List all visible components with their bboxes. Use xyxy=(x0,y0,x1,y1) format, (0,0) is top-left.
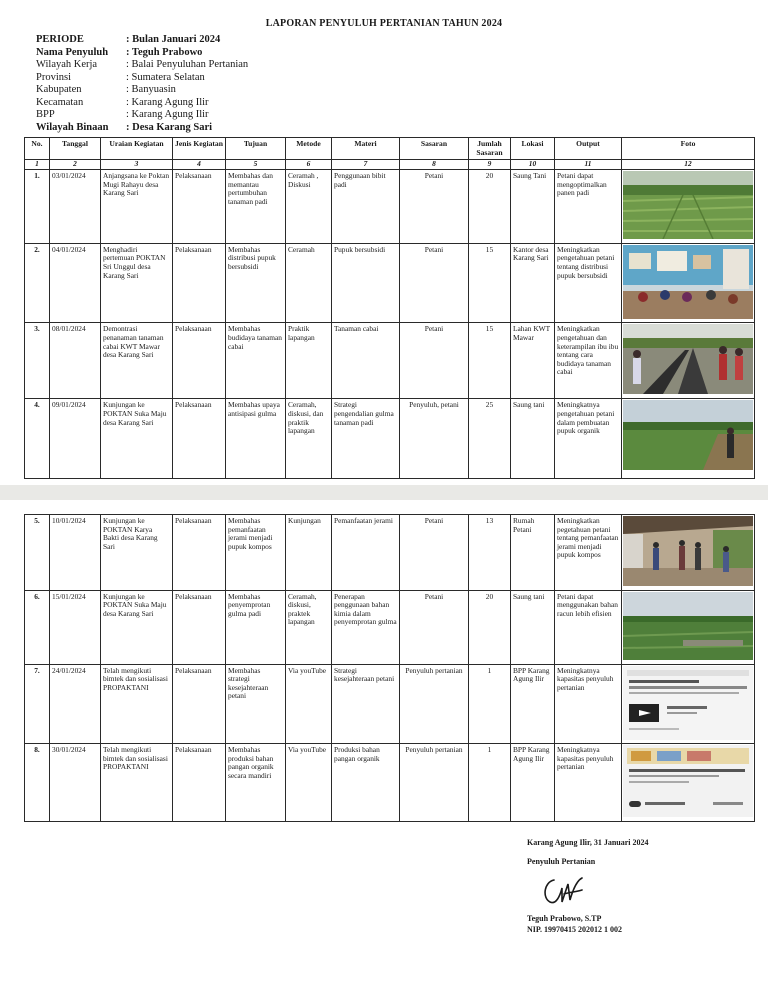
photo-compost-shed xyxy=(623,516,753,586)
meta-label: PERIODE xyxy=(36,34,84,45)
cell-materi: Strategi pengendalian gulma tanaman padi xyxy=(332,399,400,479)
cell-jumlah: 13 xyxy=(469,515,511,591)
cell-metode: Via youTube xyxy=(286,744,332,822)
header-output: Output xyxy=(555,138,622,160)
column-number: 10 xyxy=(511,160,555,170)
table-row xyxy=(25,590,755,664)
report-page-1 xyxy=(0,0,768,485)
cell-jumlah: 20 xyxy=(469,590,511,664)
cell-no: 5. xyxy=(25,515,50,591)
meta-value: : Teguh Prabowo xyxy=(126,46,203,58)
cell-jumlah: 20 xyxy=(469,170,511,244)
cell-foto xyxy=(622,323,755,399)
cell-uraian: Menghadiri pertemuan POKTAN Sri Unggul desa Karang Sari xyxy=(101,243,173,323)
meta-row xyxy=(36,72,248,85)
cell-tanggal: 15/01/2024 xyxy=(50,590,101,664)
cell-jumlah: 1 xyxy=(469,664,511,744)
cell-metode: Ceramah, diskusi, dan praktik lapangan xyxy=(286,399,332,479)
cell-foto xyxy=(622,170,755,244)
cell-materi: Penggunaan bibit padi xyxy=(332,170,400,244)
cell-no: 1. xyxy=(25,170,50,244)
header-materi: Materi xyxy=(332,138,400,160)
cell-foto xyxy=(622,590,755,664)
meta-row xyxy=(36,109,248,122)
cell-lokasi: Saung tani xyxy=(511,590,555,664)
page-gap xyxy=(0,485,768,500)
table-row xyxy=(25,170,755,244)
cell-no: 8. xyxy=(25,744,50,822)
cell-sasaran: Penyuluh, petani xyxy=(400,399,469,479)
meta-label: Kabupaten xyxy=(36,84,82,95)
cell-materi: Pemanfaatan jerami xyxy=(332,515,400,591)
cell-tujuan: Membahas budidaya tanaman cabai xyxy=(226,323,286,399)
meta-value: : Sumatera Selatan xyxy=(126,71,205,83)
photo-chili-planting xyxy=(623,324,753,394)
header-jumlah: Jumlah Sasaran xyxy=(469,138,511,160)
signature-name: Teguh Prabowo, S.TP xyxy=(527,914,602,923)
cell-foto xyxy=(622,399,755,479)
column-number: 5 xyxy=(226,160,286,170)
meta-value: : Desa Karang Sari xyxy=(126,121,213,133)
cell-jumlah: 15 xyxy=(469,323,511,399)
report-title: LAPORAN PENYULUH PERTANIAN TAHUN 2024 xyxy=(265,18,503,29)
photo-spraying-field xyxy=(623,592,753,660)
cell-jenis: Pelaksanaan xyxy=(173,744,226,822)
cell-materi: Pupuk bersubsidi xyxy=(332,243,400,323)
cell-no: 4. xyxy=(25,399,50,479)
cell-jenis: Pelaksanaan xyxy=(173,243,226,323)
activity-table-part-2 xyxy=(24,514,755,822)
header-no: No. xyxy=(25,138,50,160)
cell-jenis: Pelaksanaan xyxy=(173,590,226,664)
cell-uraian: Kunjungan ke POKTAN Karya Bakti desa Karang Sari xyxy=(101,515,173,591)
cell-tanggal: 08/01/2024 xyxy=(50,323,101,399)
cell-jenis: Pelaksanaan xyxy=(173,399,226,479)
column-number: 3 xyxy=(101,160,173,170)
cell-output: Meningkatkan pegetahuan petani tentang pemanfaatan jerami menjadi pupuk kompos xyxy=(555,515,622,591)
cell-foto xyxy=(622,664,755,744)
meta-value: : Karang Agung Ilir xyxy=(126,109,209,120)
cell-materi: Produksi bahan pangan organik xyxy=(332,744,400,822)
cell-output: Meningkatnya kapasitas penyuluh pertanian xyxy=(555,744,622,822)
cell-materi: Strategi kesejahteraan petani xyxy=(332,664,400,744)
meta-value: : Balai Penyuluhan Pertanian xyxy=(126,59,249,70)
header-jenis: Jenis Kegiatan xyxy=(173,138,226,160)
column-number: 7 xyxy=(332,160,400,170)
cell-lokasi: Saung tani xyxy=(511,399,555,479)
meta-row xyxy=(36,122,248,135)
header-tanggal: Tanggal xyxy=(50,138,101,160)
cell-metode: Via youTube xyxy=(286,664,332,744)
column-number: 8 xyxy=(400,160,469,170)
column-number: 6 xyxy=(286,160,332,170)
photo-field-visit xyxy=(623,400,753,470)
cell-jumlah: 25 xyxy=(469,399,511,479)
meta-label: Nama Penyuluh xyxy=(36,46,109,58)
column-number: 2 xyxy=(50,160,101,170)
cell-materi: Penerapan penggunaan bahan kimia dalam penyemprotan gulma xyxy=(332,590,400,664)
photo-meeting-room xyxy=(623,245,753,319)
cell-sasaran: Petani xyxy=(400,323,469,399)
meta-value: : Karang Agung Ilir xyxy=(126,96,209,108)
cell-no: 2. xyxy=(25,243,50,323)
cell-output: Meningkatnya kapasitas penyuluh pertanian xyxy=(555,664,622,744)
cell-uraian: Kunjungan ke POKTAN Suka Maju desa Karang Sari xyxy=(101,590,173,664)
signature-role: Penyuluh Pertanian xyxy=(527,857,596,866)
column-number: 9 xyxy=(469,160,511,170)
cell-jenis: Pelaksanaan xyxy=(173,170,226,244)
header-tujuan: Tujuan xyxy=(226,138,286,160)
meta-row xyxy=(36,47,248,60)
meta-value: : Banyuasin xyxy=(126,84,176,95)
cell-tanggal: 30/01/2024 xyxy=(50,744,101,822)
cell-output: Petani dapat menggunakan bahan racun lebih efisien xyxy=(555,590,622,664)
column-number: 1 xyxy=(25,160,50,170)
meta-label: Wilayah Kerja xyxy=(36,59,98,70)
column-number: 11 xyxy=(555,160,622,170)
cell-foto xyxy=(622,744,755,822)
meta-row xyxy=(36,97,248,110)
photo-youtube-screenshot xyxy=(623,745,753,817)
cell-foto xyxy=(622,243,755,323)
cell-jumlah: 1 xyxy=(469,744,511,822)
cell-foto xyxy=(622,515,755,591)
table-row xyxy=(25,664,755,744)
cell-lokasi: Kantor desa Karang Sari xyxy=(511,243,555,323)
cell-tanggal: 10/01/2024 xyxy=(50,515,101,591)
report-metadata xyxy=(36,34,248,134)
table-row xyxy=(25,323,755,399)
table-row xyxy=(25,243,755,323)
photo-rice-field xyxy=(623,171,753,239)
cell-metode: Kunjungan xyxy=(286,515,332,591)
cell-uraian: Anjangsana ke Poktan Mugi Rahayu desa Karang Sari xyxy=(101,170,173,244)
cell-sasaran: Penyuluh pertanian xyxy=(400,744,469,822)
cell-sasaran: Petani xyxy=(400,515,469,591)
cell-lokasi: Lahan KWT Mawar xyxy=(511,323,555,399)
header-sasaran: Sasaran xyxy=(400,138,469,160)
photo-youtube-screenshot xyxy=(623,666,753,740)
cell-tanggal: 09/01/2024 xyxy=(50,399,101,479)
cell-lokasi: BPP Karang Agung Ilir xyxy=(511,744,555,822)
cell-metode: Praktik lapangan xyxy=(286,323,332,399)
signature-place-date: Karang Agung Ilir, 31 Januari 2024 xyxy=(527,838,649,847)
header-uraian: Uraian Kegiatan xyxy=(101,138,173,160)
cell-lokasi: BPP Karang Agung Ilir xyxy=(511,664,555,744)
cell-uraian: Demontrasi penanaman tanaman cabai KWT Mawar desa Karang Sari xyxy=(101,323,173,399)
meta-row xyxy=(36,34,248,47)
cell-metode: Ceramah, diskusi, praktek lapangan xyxy=(286,590,332,664)
cell-lokasi: Rumah Petani xyxy=(511,515,555,591)
meta-label: Wilayah Binaan xyxy=(36,121,109,133)
cell-materi: Tanaman cabai xyxy=(332,323,400,399)
cell-no: 3. xyxy=(25,323,50,399)
header-foto: Foto xyxy=(622,138,755,160)
cell-tujuan: Membahas pemanfaatan jerami menjadi pupuk kompos xyxy=(226,515,286,591)
cell-sasaran: Petani xyxy=(400,590,469,664)
cell-output: Meningkatkan pengetahuan dan keterampilan ibu ibu tentang cara budidaya tanaman cabai xyxy=(555,323,622,399)
header-metode: Metode xyxy=(286,138,332,160)
cell-sasaran: Petani xyxy=(400,170,469,244)
cell-jenis: Pelaksanaan xyxy=(173,323,226,399)
cell-jumlah: 15 xyxy=(469,243,511,323)
cell-no: 6. xyxy=(25,590,50,664)
meta-label: BPP xyxy=(36,109,55,120)
cell-sasaran: Penyuluh pertanian xyxy=(400,664,469,744)
meta-label: Provinsi xyxy=(36,71,72,83)
column-number: 12 xyxy=(622,160,755,170)
cell-tujuan: Membahas strategi kesejahteraan petani xyxy=(226,664,286,744)
cell-uraian: Kunjungan ke POKTAN Suka Maju desa Karang Sari xyxy=(101,399,173,479)
cell-jenis: Pelaksanaan xyxy=(173,664,226,744)
cell-jenis: Pelaksanaan xyxy=(173,515,226,591)
signature-nip: NIP. 19970415 202012 1 002 xyxy=(527,925,623,934)
meta-label: Kecamatan xyxy=(36,96,84,108)
cell-output: Meningkatnya pengetahuan petani dalam pembuatan pupuk organik xyxy=(555,399,622,479)
meta-row xyxy=(36,59,248,72)
cell-metode: Ceramah xyxy=(286,243,332,323)
cell-sasaran: Petani xyxy=(400,243,469,323)
table-header-row xyxy=(25,138,755,160)
handwritten-signature xyxy=(540,872,586,910)
cell-output: Petani dapat mengoptimalkan panen padi xyxy=(555,170,622,244)
cell-output: Meningkatkan pengetahuan petani tentang distribusi pupuk bersubsidi xyxy=(555,243,622,323)
cell-tujuan: Membahas dan memantau pertumbuhan tanaman padi xyxy=(226,170,286,244)
cell-tanggal: 24/01/2024 xyxy=(50,664,101,744)
cell-metode: Ceramah , Diskusi xyxy=(286,170,332,244)
table-row xyxy=(25,744,755,822)
meta-value: : Bulan Januari 2024 xyxy=(126,34,221,45)
cell-lokasi: Saung Tani xyxy=(511,170,555,244)
column-number-row xyxy=(25,160,755,170)
activity-table-part-1 xyxy=(24,137,755,479)
column-number: 4 xyxy=(173,160,226,170)
cell-tanggal: 03/01/2024 xyxy=(50,170,101,244)
cell-no: 7. xyxy=(25,664,50,744)
cell-tujuan: Membahas penyemprotan gulma padi xyxy=(226,590,286,664)
table-row xyxy=(25,515,755,591)
cell-tujuan: Membahas distribusi pupuk bersubsidi xyxy=(226,243,286,323)
cell-tanggal: 04/01/2024 xyxy=(50,243,101,323)
cell-tujuan: Membahas produksi bahan pangan organik secara mandiri xyxy=(226,744,286,822)
header-lokasi: Lokasi xyxy=(511,138,555,160)
cell-uraian: Telah mengikuti bimtek dan sosialisasi PROPAKTANI xyxy=(101,744,173,822)
meta-row xyxy=(36,84,248,97)
table-row xyxy=(25,399,755,479)
report-page-2 xyxy=(0,500,768,997)
cell-tujuan: Membahas upaya antisipasi gulma xyxy=(226,399,286,479)
cell-uraian: Telah mengikuti bimtek dan sosialisasi PROPAKTANI xyxy=(101,664,173,744)
